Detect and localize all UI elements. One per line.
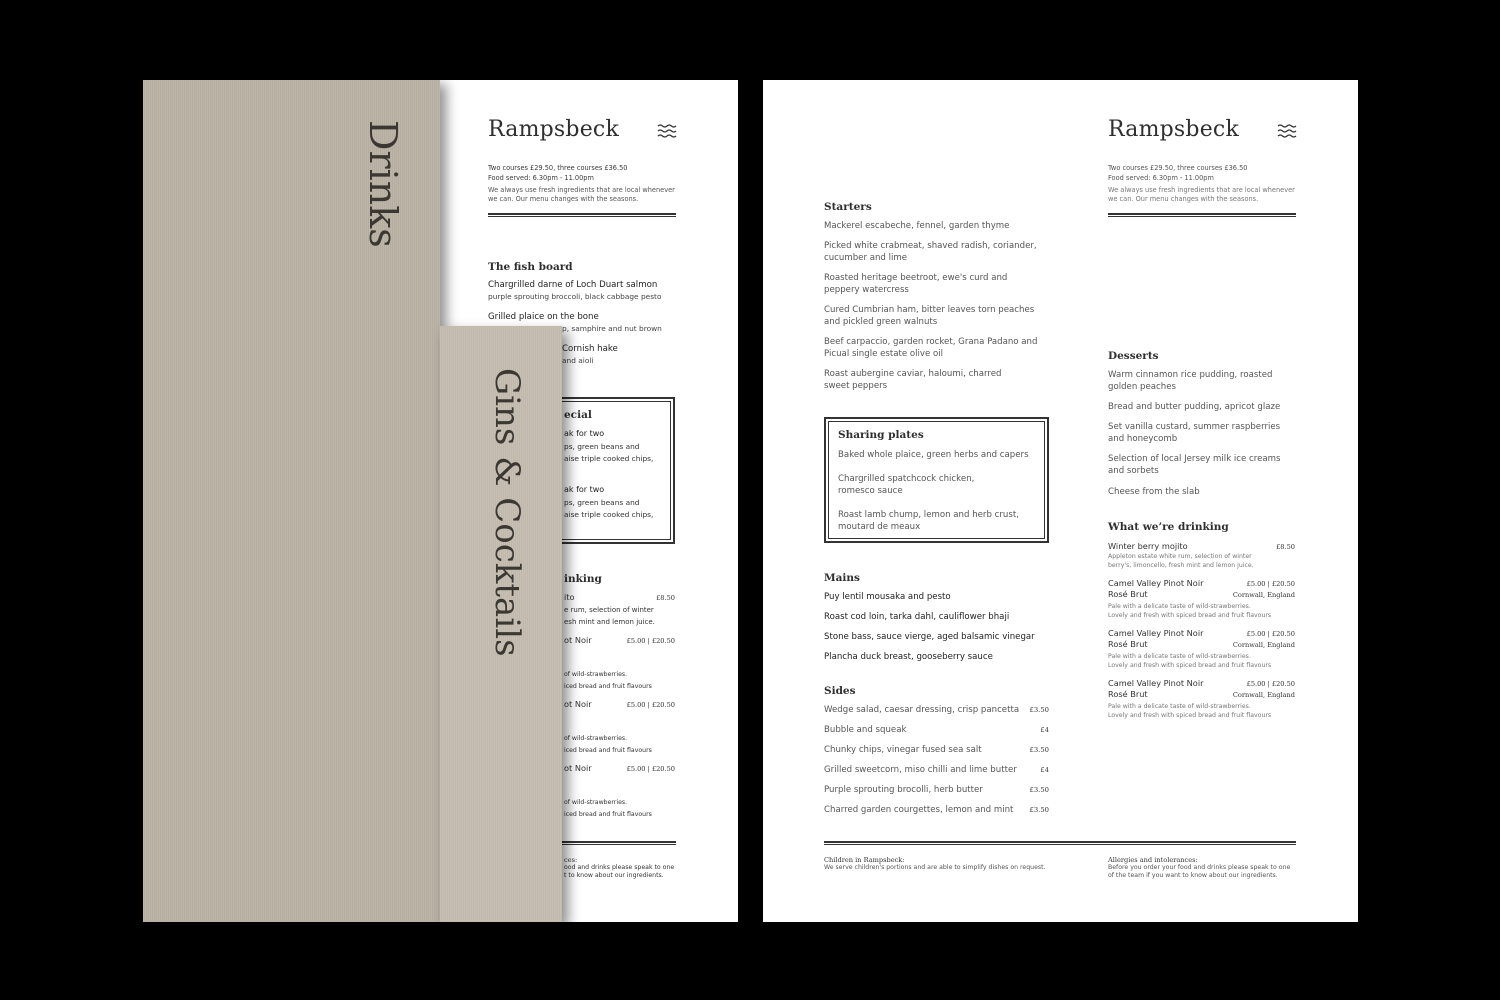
drink-name-line: Camel Valley Pinot Noir	[1108, 578, 1204, 588]
special-box	[543, 397, 675, 544]
drink-name	[1108, 678, 1203, 700]
drink-desc: Lovely and fresh with spiced bread and fruit flavours	[1108, 662, 1272, 669]
footer-rule	[824, 841, 1296, 845]
drink-price: £8.50	[656, 594, 675, 602]
dessert-item	[1108, 453, 1281, 477]
side-price: £3.50	[1029, 706, 1049, 714]
side-price: £4	[1040, 766, 1049, 774]
fish-board-heading: The fish board	[488, 261, 573, 273]
dessert-item	[1108, 421, 1280, 445]
children-text: We serve children's portions and are able to simplify dishes on request.	[824, 864, 1046, 871]
drink-desc: Appleton estate white rum, selection of winter	[1108, 553, 1252, 560]
drink-desc: esh mint and lemon juice.	[564, 618, 655, 626]
starter-item	[824, 368, 1002, 392]
fish-item	[488, 279, 688, 303]
special-line: aise triple cooked chips,	[564, 454, 654, 463]
dessert-item-line: Warm cinnamon rice pudding, roasted	[1108, 370, 1273, 380]
drink-name: Winter berry mojito	[1108, 541, 1188, 551]
drink-price: £8.50	[1276, 543, 1295, 551]
starter-item	[824, 272, 1007, 296]
mains-heading: Mains	[824, 572, 860, 584]
footer-line: ood and drinks please speak to one	[564, 864, 675, 871]
children-heading: Children in Rampsbeck:	[824, 856, 905, 864]
header-rule	[488, 213, 676, 217]
side-item: Chunky chips, vinegar fused sea salt	[824, 745, 982, 755]
fish-item-name: Chargrilled darne of Loch Duart salmon	[488, 280, 658, 290]
dessert-item-line: Set vanilla custard, summer raspberries	[1108, 422, 1281, 432]
dessert-item-line: Selection of local Jersey milk ice creams	[1108, 454, 1281, 464]
drink-desc: of wild-strawberries.	[564, 671, 628, 678]
footer-rule	[553, 841, 676, 845]
drink-name-line: Rosé Brut	[1108, 589, 1148, 599]
starter-item-line: Cured Cumbrian ham, bitter leaves torn peaches	[824, 305, 1035, 315]
footer-heading: ces:	[564, 856, 578, 864]
main-item: Roast cod loin, tarka dahl, cauliflower bhaji	[824, 612, 1010, 622]
drink-meta	[1195, 679, 1295, 701]
drink-desc: Lovely and fresh with spiced bread and fruit flavours	[1108, 712, 1272, 719]
drink-desc: Pale with a delicate taste of wild-strawberries.	[1108, 653, 1251, 660]
drink-desc: Lovely and fresh with spiced bread and fruit flavours	[1108, 612, 1272, 619]
sharing-item-line: Roast lamb chump, lemon and herb crust,	[838, 510, 1019, 520]
drink-name-line: Rosé Brut	[1108, 639, 1148, 649]
drink-name: ito	[564, 592, 575, 602]
sharing-item	[838, 509, 1019, 533]
fish-item-name: Cornish hake	[562, 344, 618, 354]
drink-name	[1108, 628, 1203, 650]
dessert-item: Bread and butter pudding, apricot glaze	[1108, 402, 1281, 412]
starter-item	[824, 240, 1037, 264]
brand-title: Rampsbeck	[1108, 117, 1239, 142]
main-item: Plancha duck breast, gooseberry sauce	[824, 652, 993, 662]
drink-desc: of wild-strawberries.	[564, 735, 628, 742]
intro-note: We always use fresh ingredients that are local whenever we can. Our menu changes with the seasons.	[488, 186, 675, 203]
special-line: ak for two	[564, 485, 605, 494]
drinks-cover	[143, 80, 440, 922]
sharing-item-line: romesco sauce	[838, 486, 903, 496]
side-price: £3.50	[1029, 806, 1049, 814]
starters-heading: Starters	[824, 201, 872, 213]
dessert-item-line: golden peaches	[1108, 382, 1176, 392]
drink-name-line: Camel Valley Pinot Noir	[1108, 628, 1204, 638]
drink-desc: Pale with a delicate taste of wild-strawberries.	[1108, 603, 1251, 610]
drinks-cover-title: Drinks	[361, 120, 405, 248]
side-item: Wedge salad, caesar dressing, crisp pancetta	[824, 705, 1020, 715]
fish-item-name: Grilled plaice on the bone	[488, 312, 599, 322]
allergy-text: of the team if you want to know about our ingredients.	[1108, 872, 1278, 879]
special-line: ps, green beans and	[564, 442, 640, 451]
menu-sheet-right	[763, 80, 1358, 922]
starter-item: Mackerel escabeche, fennel, garden thyme	[824, 221, 1010, 231]
side-item: Grilled sweetcorn, miso chilli and lime butter	[824, 765, 1017, 775]
intro-note: We always use fresh ingredients that are local whenever we can. Our menu changes with the seasons.	[1108, 186, 1295, 203]
courses-price: Two courses £29.50, three courses £36.50	[1108, 164, 1248, 172]
starter-item-line: Beef carpaccio, garden rocket, Grana Padano and	[824, 337, 1038, 347]
drink-desc: iced bread and fruit flavours	[564, 747, 652, 754]
waves-icon	[1277, 123, 1297, 139]
dessert-item-line: and sorbets	[1108, 466, 1159, 476]
starter-item-line: sweet peppers	[824, 381, 888, 391]
side-price: £4	[1040, 726, 1049, 734]
footer-line: t to know about our ingredients.	[564, 872, 664, 879]
special-heading: ecial	[564, 409, 592, 421]
desserts-heading: Desserts	[1108, 350, 1159, 362]
starter-item	[824, 304, 1034, 328]
drink-price: £5.00 | £20.50	[1246, 680, 1295, 688]
drink-desc: e rum, selection of winter	[564, 606, 654, 614]
drink-meta	[1195, 579, 1295, 601]
main-item: Puy lentil mousaka and pesto	[824, 592, 951, 602]
intro-text	[1108, 163, 1298, 203]
side-item: Bubble and squeak	[824, 725, 907, 735]
special-line: ps, green beans and	[564, 498, 640, 507]
drink-price: £5.00 | £20.50	[1246, 580, 1295, 588]
starter-item	[824, 336, 1037, 360]
header-rule	[1108, 213, 1296, 217]
brand-title: Rampsbeck	[488, 117, 619, 142]
gins-cover	[440, 326, 562, 922]
dessert-item	[1108, 369, 1272, 393]
drink-desc: berry's, limoncello, fresh mint and lemon juice.	[1108, 562, 1254, 569]
fish-item-sub: purple sprouting broccoli, black cabbage pesto	[488, 292, 662, 301]
drink-name: ot Noir	[564, 699, 592, 709]
starter-item-line: Roast aubergine caviar, haloumi, charred	[824, 369, 1002, 379]
side-item: Charred garden courgettes, lemon and mint	[824, 805, 1014, 815]
service-times: Food served: 6.30pm - 11.00pm	[488, 174, 594, 182]
starter-item-line: and pickled green walnuts	[824, 317, 938, 327]
sharing-plates-box	[824, 417, 1049, 543]
drink-name: ot Noir	[564, 635, 592, 645]
drinking-heading: inking	[564, 573, 602, 585]
side-price: £3.50	[1029, 746, 1049, 754]
drink-price: £5.00 | £20.50	[1246, 630, 1295, 638]
intro-text	[488, 163, 678, 203]
drink-name: ot Noir	[564, 763, 592, 773]
drink-desc: iced bread and fruit flavours	[564, 683, 652, 690]
side-price: £3.50	[1029, 786, 1049, 794]
drink-name-line: Rosé Brut	[1108, 689, 1148, 699]
courses-price: Two courses £29.50, three courses £36.50	[488, 164, 628, 172]
sharing-item	[838, 473, 974, 497]
drink-origin: Cornwall, England	[1232, 591, 1295, 599]
fish-item-sub: p, samphire and nut brown	[562, 324, 662, 333]
drink-meta	[1195, 629, 1295, 651]
starter-item-line: Picked white crabmeat, shaved radish, coriander,	[824, 241, 1037, 251]
dessert-item: Cheese from the slab	[1108, 487, 1200, 497]
allergy-heading: Allergies and intolerances:	[1108, 856, 1198, 864]
drink-price: £5.00 | £20.50	[626, 701, 675, 709]
starter-item-line: Picual single estate olive oil	[824, 349, 944, 359]
fish-item-sub: and aioli	[562, 356, 594, 365]
drink-desc: of wild-strawberries.	[564, 799, 628, 806]
starter-item-line: peppery watercress	[824, 285, 909, 295]
drink-price: £5.00 | £20.50	[626, 765, 675, 773]
special-line: aise triple cooked chips,	[564, 510, 654, 519]
sharing-item-line: moutard de meaux	[838, 522, 921, 532]
drink-price: £5.00 | £20.50	[626, 637, 675, 645]
drink-origin: Cornwall, England	[1232, 641, 1295, 649]
drink-desc: Pale with a delicate taste of wild-strawberries.	[1108, 703, 1251, 710]
gins-cover-title: Gins & Cocktails	[487, 368, 527, 657]
sharing-heading: Sharing plates	[838, 429, 924, 441]
starter-item-line: Roasted heritage beetroot, ewe's curd and	[824, 273, 1008, 283]
allergy-text: Before you order your food and drinks please speak to one	[1108, 864, 1291, 871]
sharing-item: Baked whole plaice, green herbs and capers	[838, 450, 1029, 460]
service-times: Food served: 6.30pm - 11.00pm	[1108, 174, 1214, 182]
drink-name-line: Camel Valley Pinot Noir	[1108, 678, 1204, 688]
side-item: Purple sprouting brocolli, herb butter	[824, 785, 983, 795]
drink-desc: iced bread and fruit flavours	[564, 811, 652, 818]
main-item: Stone bass, sauce vierge, aged balsamic vinegar	[824, 632, 1035, 642]
special-line: ak for two	[564, 429, 605, 438]
dessert-item-line: and honeycomb	[1108, 434, 1178, 444]
drink-name	[1108, 578, 1203, 600]
waves-icon	[657, 123, 677, 139]
sides-heading: Sides	[824, 685, 856, 697]
starter-item-line: cucumber and lime	[824, 253, 908, 263]
drinking-heading: What we’re drinking	[1108, 521, 1229, 533]
drink-origin: Cornwall, England	[1232, 691, 1295, 699]
fish-item	[562, 343, 682, 367]
sharing-item-line: Chargrilled spatchcock chicken,	[838, 474, 975, 484]
